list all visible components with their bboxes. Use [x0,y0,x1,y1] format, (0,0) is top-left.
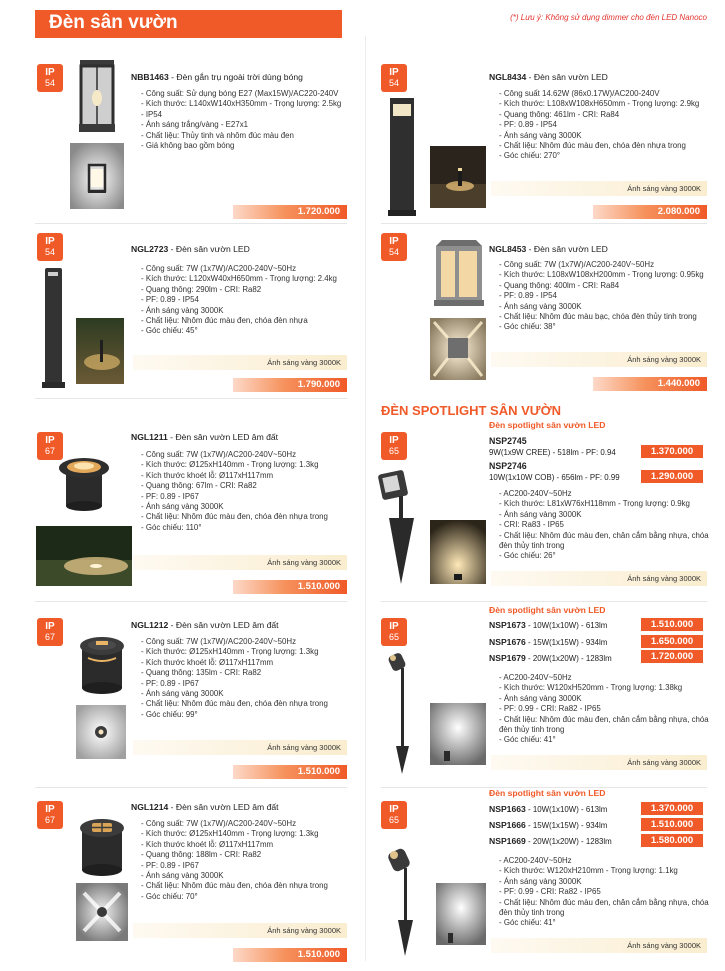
ip-badge [37,64,63,92]
section-title: Đèn sân vườn [49,12,178,33]
spec-item: - Góc chiếu: 270° [499,151,713,161]
model-price [641,618,703,631]
band-label: Ánh sáng vàng 3000K [627,184,701,193]
light-color-band [491,181,707,196]
spec-item: - Kích thước: L140xW140xH350mm - Trọng lượng: 2.5kg [141,99,351,109]
price-value: 1.440.000 [657,378,700,389]
product-photo [72,58,122,133]
product-code: NGL1212 [131,620,169,630]
spec-item: - Góc chiếu: 38° [499,322,713,332]
price-tag [593,377,707,391]
spec-item: - Ánh sáng vàng 3000K [141,871,351,881]
spec-list [499,260,713,333]
light-color-band [133,923,347,938]
ip-badge [37,801,63,829]
spec-item: - PF: 0.89 - IP67 [141,679,351,689]
spec-item: - Công suất: 7W (1x7W)/AC200-240V~50Hz [141,819,351,829]
product-photo [76,318,124,384]
price-value: 1.370.000 [650,803,694,814]
column-divider [365,36,366,961]
spotlight-subtitle: Đèn spotlight sân vườn LED [489,420,606,430]
product-photo [374,466,428,590]
spec-list [141,819,351,902]
spec-item: - Kích thước khoét lỗ: Ø117xH117mm [141,658,351,668]
product-code: NGL1214 [131,802,169,812]
spec-item: - AC200-240V~50Hz [499,856,713,866]
ip-number: 67 [44,815,55,825]
light-color-band [133,740,347,755]
spec-list [141,264,351,337]
spec-list [499,673,713,746]
spec-item: - Kích thước: Ø125xH140mm - Trọng lượng: 1.3kg [141,829,351,839]
spec-item: - Chất liệu: Nhôm đúc màu đen, chân cắm bằng nhựa, chóa đèn thủy tinh trong [499,715,713,736]
spec-item: - AC200-240V~50Hz [499,489,713,499]
divider [381,223,707,224]
product-photo [430,318,486,380]
spec-item: - PF: 0.89 - IP67 [141,861,351,871]
spec-item: - Chất liệu: Thủy tinh và nhôm đúc màu đen [141,131,351,141]
ip-badge [381,64,407,92]
ip-number: 65 [388,446,399,456]
ip-number: 54 [44,247,55,257]
spec-item: - Ánh sáng vàng 3000K [499,877,713,887]
light-color-band [491,938,707,953]
spec-item: - Công suất: Sử dụng bóng E27 (Max15W)/AC220-240V [141,89,351,99]
spec-item: - Góc chiếu: 45° [141,326,351,336]
spec-item: - Chất liệu: Nhôm đúc màu bạc, chóa đèn thủy tinh trong [499,312,713,322]
spec-item: - Công suất: 7W (1x7W)/AC200-240V~50Hz [499,260,713,270]
spec-item: - Công suất: 7W (1x7W)/AC200-240V~50Hz [141,450,351,460]
spec-item: - Kích thước: L81xW76xH118mm - Trọng lượng: 0.9kg [499,499,713,509]
spec-item: - Chất liệu: Nhôm đúc màu đen, chân cắm bằng nhựa, chóa đèn thủy tinh trong [499,898,713,919]
spec-item: - Công suất 14.62W (86x0.17W)/AC200-240V [499,89,713,99]
product-photo [384,646,424,776]
spec-item: - Kích thước: W120xH210mm - Trọng lượng: 1.1kg [499,866,713,876]
model-spec: 10W(1x10W COB) - 656lm - PF: 0.99 [489,473,620,482]
band-label: Ánh sáng vàng 3000K [627,941,701,950]
product-photo [436,883,486,945]
spec-item: - Chất liệu: Nhôm đúc màu đen, chóa đèn nhựa trong [141,512,351,522]
product-desc: Đèn sân vườn LED âm đất [175,802,279,812]
model-price [641,834,703,847]
product-photo [70,143,124,209]
spec-item: - PF: 0.89 - IP54 [499,120,713,130]
product-title: NGL2723 - Đèn sân vườn LED [131,244,250,254]
band-label: Ánh sáng vàng 3000K [267,926,341,935]
band-label: Ánh sáng vàng 3000K [627,574,701,583]
ip-number: 54 [388,247,399,257]
spec-item: - Quang thông: 290lm - CRI: Ra82 [141,285,351,295]
spec-item: - Kích thước: Ø125xH140mm - Trọng lượng: 1.3kg [141,647,351,657]
spec-item: - Giá không bao gồm bóng [141,141,351,151]
spotlight-subtitle: Đèn spotlight sân vườn LED [489,788,606,798]
model-spec: 15W(1x15W) - 934lm [532,821,608,830]
band-label: Ánh sáng vàng 3000K [267,358,341,367]
model-line: NSP1666 - 15W(1x15W) - 934lm [489,820,608,830]
product-desc: Đèn sân vườn LED âm đất [175,620,279,630]
ip-label: IP [45,435,55,446]
price-value: 1.650.000 [650,636,694,647]
spec-list [499,489,713,562]
band-label: Ánh sáng vàng 3000K [627,355,701,364]
product-desc: Đèn sân vườn LED [175,244,250,254]
spec-item: - Chất liệu: Nhôm đúc màu đen, chóa đèn nhựa trong [499,141,713,151]
spec-item: - Ánh sáng vàng 3000K [499,694,713,704]
spec-item: - Kích thước: W120xH520mm - Trọng lượng: 1.38kg [499,683,713,693]
product-photo [36,266,72,390]
price-value: 1.790.000 [297,379,340,390]
price-value: 1.510.000 [650,819,694,830]
spec-item: - PF: 0.89 - IP54 [141,295,351,305]
product-desc: Đèn sân vườn LED [533,244,608,254]
model-code: NSP1673 [489,620,526,630]
spec-item: - PF: 0.99 - CRI: Ra82 - IP65 [499,704,713,714]
price-value: 1.370.000 [650,446,694,457]
spec-item: - Quang thông: 461lm - CRI: Ra84 [499,110,713,120]
spec-item: - Chất liệu: Nhôm đúc màu đen, chân cắm bằng nhựa, chóa đèn thủy tinh trong [499,531,713,552]
product-title: NGL8434 - Đèn sân vườn LED [489,72,608,82]
product-photo [76,812,128,878]
ip-label: IP [389,621,399,632]
spec-item: - Ánh sáng vàng 3000K [499,510,713,520]
spec-item: - Kích thước khoét lỗ: Ø117xH117mm [141,840,351,850]
ip-badge [37,233,63,261]
product-code: NGL8434 [489,72,527,82]
model-spec: 15W(1x15W) - 934lm [532,638,608,647]
spec-item: - Góc chiếu: 41° [499,735,713,745]
light-color-band [491,352,707,367]
spec-list [141,450,351,533]
product-desc: Đèn sân vườn LED âm đất [175,432,279,442]
spotlight-section-title: ĐÈN SPOTLIGHT SÂN VƯỜN [381,403,562,418]
spec-item: - Chất liệu: Nhôm đúc màu đen, chóa đèn nhựa trong [141,699,351,709]
model-code: NSP1679 [489,653,526,663]
spec-item: - Ánh sáng vàng 3000K [141,502,351,512]
product-photo [430,238,488,308]
price-tag [593,205,707,219]
price-value: 1.720.000 [650,651,694,662]
divider [35,601,347,602]
spec-item: - Kích thước: L108xW108xH200mm - Trọng lượng: 0.95kg [499,270,713,280]
spec-item: - Góc chiếu: 70° [141,892,351,902]
ip-badge [37,618,63,646]
price-tag [233,765,347,779]
ip-number: 54 [44,78,55,88]
divider [35,223,347,224]
model-code: NSP1666 [489,820,526,830]
product-photo [430,520,486,584]
model-spec: 9W(1x9W CREE) - 518lm - PF: 0.94 [489,448,616,457]
product-title: NGL8453 - Đèn sân vườn LED [489,244,608,254]
price-value: 1.720.000 [297,206,340,217]
spec-item: - PF: 0.99 - CRI: Ra82 - IP65 [499,887,713,897]
price-value: 1.510.000 [297,581,340,592]
product-code: NGL1211 [131,432,168,442]
product-title: NGL1214 - Đèn sân vườn LED âm đất [131,802,279,812]
divider [35,787,347,788]
spec-item: - Góc chiếu: 99° [141,710,351,720]
spec-item: - Ánh sáng vàng 3000K [499,302,713,312]
model-line: NSP1676 - 15W(1x15W) - 934lm [489,637,608,647]
divider [35,398,347,399]
spec-item: - Góc chiếu: 26° [499,551,713,561]
dimmer-note: (*) Lưu ý: Không sử dụng dimmer cho đèn LED Nanoco [510,13,707,22]
product-photo [430,703,486,765]
product-code: NGL8453 [489,244,527,254]
spec-item: - Góc chiếu: 41° [499,918,713,928]
product-title: NGL1211 - Đèn sân vườn LED âm đất [131,432,279,442]
spec-list [141,637,351,720]
model-price [641,650,703,663]
spec-list [499,89,713,162]
price-value: 1.510.000 [297,949,340,960]
model-code: NSP2745 [489,436,527,446]
spec-item: - PF: 0.89 - IP54 [499,291,713,301]
ip-number: 65 [388,632,399,642]
ip-number: 67 [44,632,55,642]
band-label: Ánh sáng vàng 3000K [267,558,341,567]
model-price [641,818,703,831]
ip-badge [381,233,407,261]
product-code: NBB1463 [131,72,169,82]
product-photo [76,883,128,941]
ip-number: 54 [388,78,399,88]
model-spec: 10W(1x10W) - 613lm [532,621,608,630]
price-value: 2.080.000 [657,206,700,217]
spec-item: - Ánh sáng trắng/vàng - E27x1 [141,120,351,130]
spec-item: - Góc chiếu: 110° [141,523,351,533]
ip-badge [381,618,407,646]
ip-label: IP [389,236,399,247]
spec-item: - Kích thước khoét lỗ: Ø117xH117mm [141,471,351,481]
spec-item: - CRI: Ra83 - IP65 [499,520,713,530]
band-label: Ánh sáng vàng 3000K [627,758,701,767]
price-tag [233,948,347,962]
model-spec: 20W(1x20W) - 1283lm [532,654,612,663]
model-line: NSP1679 - 20W(1x20W) - 1283lm [489,653,612,663]
product-code: NGL2723 [131,244,169,254]
model-price [641,445,703,458]
spec-item: - PF: 0.89 - IP67 [141,492,351,502]
model-price [641,635,703,648]
model-spec: 10W(1x10W) - 613lm [532,805,608,814]
spec-item: - Chất liệu: Nhôm đúc màu đen, chóa đèn nhựa trong [141,881,351,891]
spec-item: - Ánh sáng vàng 3000K [141,306,351,316]
model-code: NSP2746 [489,461,527,471]
divider [381,601,707,602]
product-photo [76,705,126,759]
spotlight-subtitle: Đèn spotlight sân vườn LED [489,605,606,615]
model-spec: 20W(1x20W) - 1283lm [532,837,612,846]
spec-item: - IP54 [141,110,351,120]
spec-item: - Chất liệu: Nhôm đúc màu đen, chóa đèn nhựa [141,316,351,326]
spec-list [499,856,713,929]
spec-list [141,89,351,151]
model-line: NSP1669 - 20W(1x20W) - 1283lm [489,836,612,846]
product-photo [76,630,128,696]
price-tag [233,378,347,392]
product-title: NGL1212 - Đèn sân vườn LED âm đất [131,620,279,630]
price-tag [233,205,347,219]
ip-number: 65 [388,815,399,825]
ip-label: IP [389,67,399,78]
spec-item: - Quang thông: 135lm - CRI: Ra82 [141,668,351,678]
spec-item: - Công suất: 7W (1x7W)/AC200-240V~50Hz [141,264,351,274]
spec-item: - Quang thông: 188lm - CRI: Ra82 [141,850,351,860]
model-code: NSP1669 [489,836,526,846]
section-header [35,10,342,38]
product-photo [430,146,486,208]
price-value: 1.510.000 [650,619,694,630]
spec-item: - Kích thước: L108xW108xH650mm - Trọng lượng: 2.9kg [499,99,713,109]
spec-item: - Kích thước: Ø125xH140mm - Trọng lượng: 1.3kg [141,460,351,470]
ip-label: IP [45,804,55,815]
light-color-band [133,355,347,370]
light-color-band [491,755,707,770]
spec-item: - Quang thông: 67lm - CRI: Ra82 [141,481,351,491]
product-desc: Đèn gắn trụ ngoài trời dùng bóng [176,72,303,82]
model-code: NSP1663 [489,804,526,814]
price-tag [233,580,347,594]
spec-item: - Ánh sáng vàng 3000K [141,689,351,699]
model-price [641,802,703,815]
spec-item: - Công suất: 7W (1x7W)/AC200-240V~50Hz [141,637,351,647]
product-photo [36,526,132,586]
spec-item: - Ánh sáng vàng 3000K [499,131,713,141]
model-line: NSP1673 - 10W(1x10W) - 613lm [489,620,608,630]
spec-item: - AC200-240V~50Hz [499,673,713,683]
price-value: 1.290.000 [650,471,694,482]
price-value: 1.510.000 [297,766,340,777]
price-value: 1.580.000 [650,835,694,846]
ip-badge [381,801,407,829]
model-price [641,470,703,483]
model-code: NSP1676 [489,637,526,647]
spec-item: - Kích thước: L120xW40xH650mm - Trọng lượng: 2.4kg [141,274,351,284]
ip-number: 67 [44,446,55,456]
ip-label: IP [389,804,399,815]
product-photo [384,96,420,216]
product-desc: Đèn sân vườn LED [533,72,608,82]
light-color-band [133,555,347,570]
ip-label: IP [389,435,399,446]
product-photo [56,452,112,514]
band-label: Ánh sáng vàng 3000K [267,743,341,752]
ip-label: IP [45,621,55,632]
model-line: NSP1663 - 10W(1x10W) - 613lm [489,804,608,814]
product-title: NBB1463 - Đèn gắn trụ ngoài trời dùng bóng [131,72,303,82]
product-photo [384,840,430,958]
light-color-band [491,571,707,586]
ip-label: IP [45,236,55,247]
ip-badge [381,432,407,460]
spec-item: - Quang thông: 400lm - CRI: Ra84 [499,281,713,291]
ip-label: IP [45,67,55,78]
